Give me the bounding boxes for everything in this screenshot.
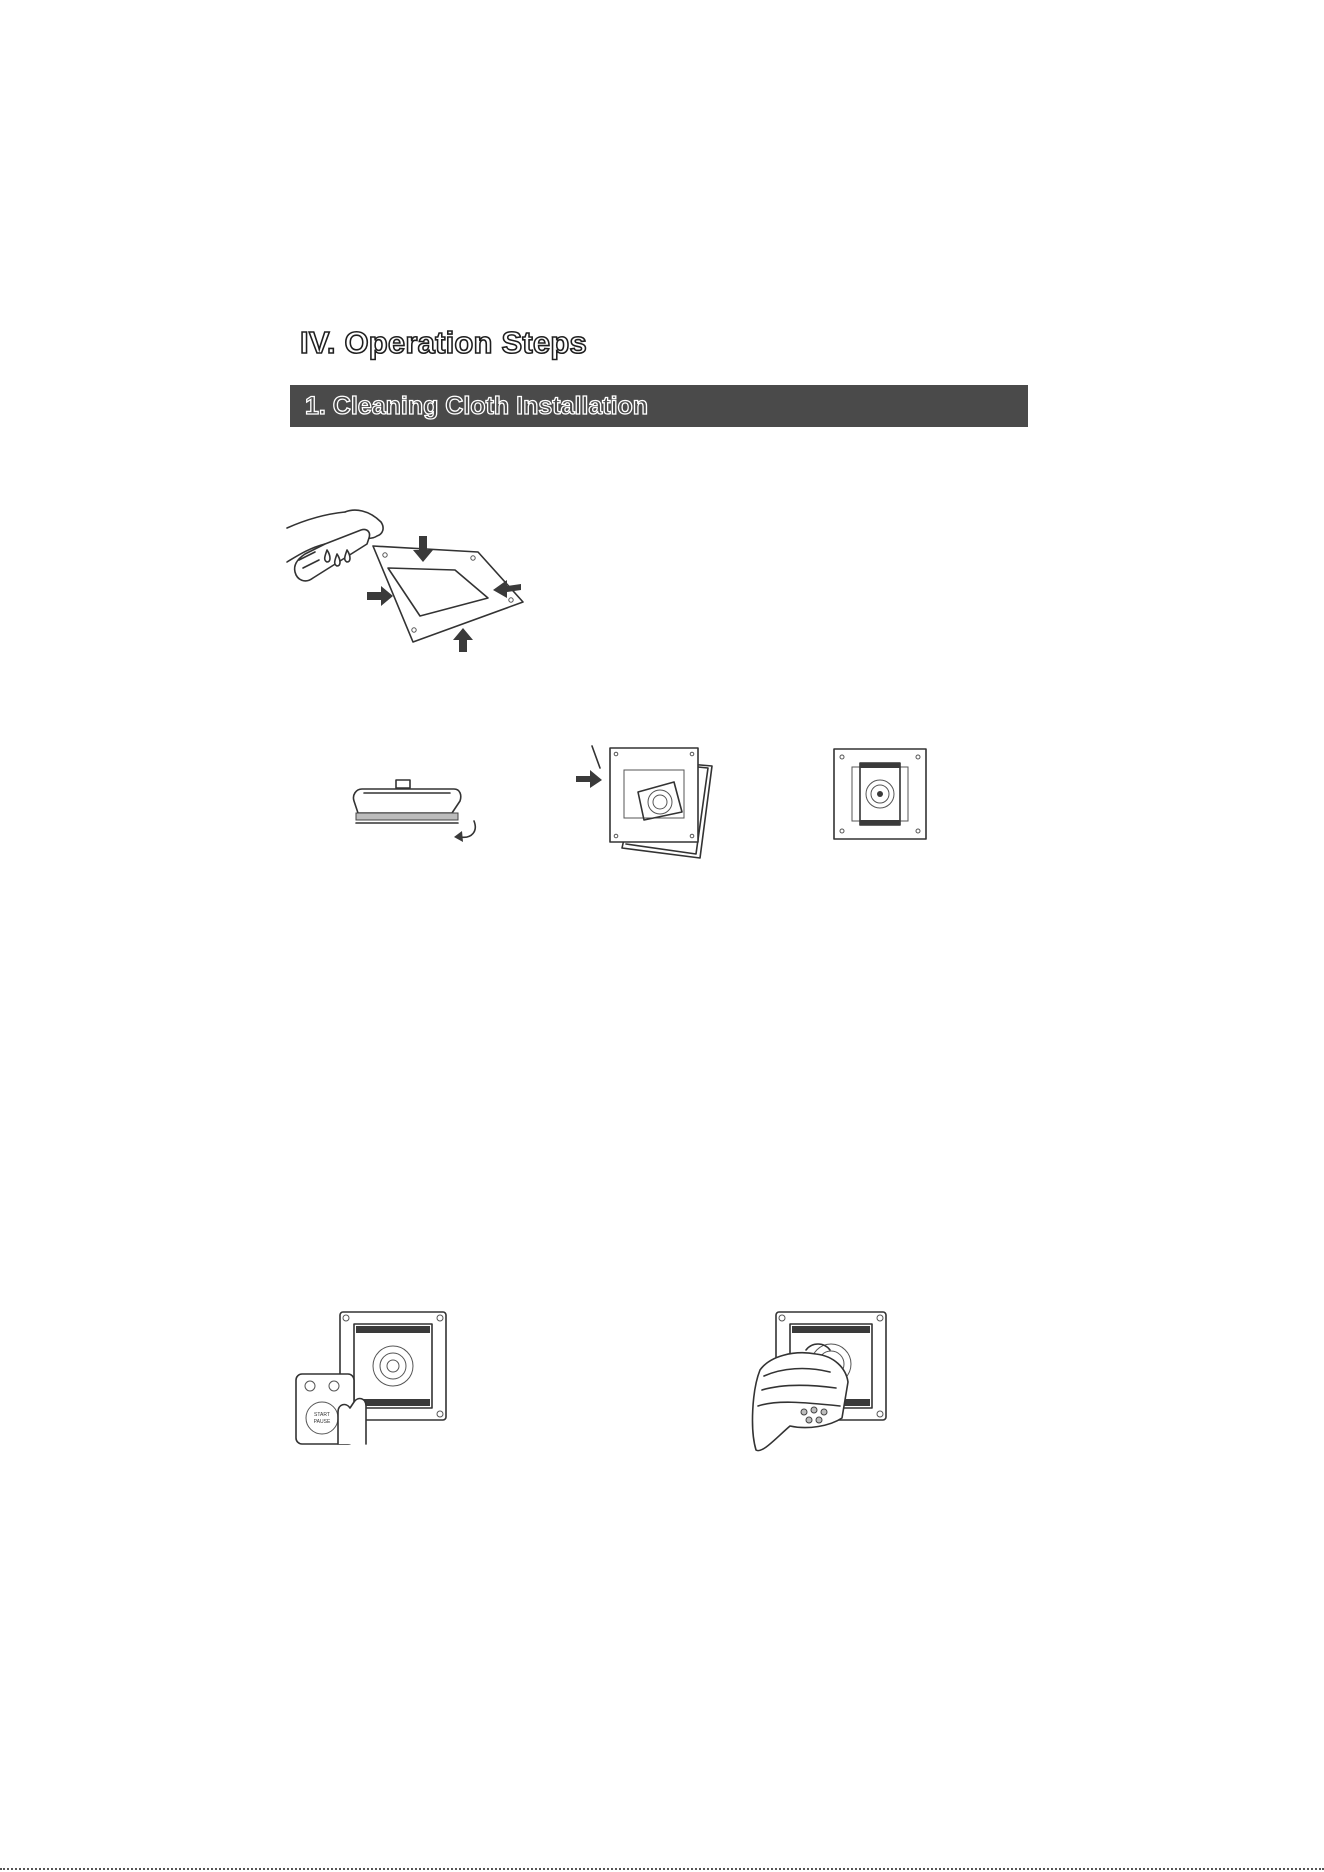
robot-side-illustration bbox=[350, 775, 500, 845]
step-header-bar bbox=[290, 385, 1028, 427]
robot-body bbox=[354, 1324, 432, 1408]
hand-outline bbox=[338, 1399, 366, 1444]
remote-button-label: START bbox=[314, 1412, 330, 1418]
spray-cloth-illustration bbox=[285, 500, 545, 660]
towel-icon bbox=[753, 1353, 848, 1451]
cloth-square bbox=[610, 748, 698, 842]
towel-dot bbox=[801, 1409, 807, 1415]
towel-dot bbox=[806, 1417, 812, 1423]
velcro-dot bbox=[412, 628, 416, 632]
towel-wipe-illustration bbox=[746, 1310, 888, 1456]
robot-top-strip bbox=[860, 763, 900, 768]
towel-dot bbox=[811, 1407, 817, 1413]
arrow-right-icon bbox=[367, 586, 393, 606]
towel-dot bbox=[816, 1417, 822, 1423]
installed-cloth-illustration bbox=[832, 747, 928, 841]
robot-handle bbox=[396, 780, 410, 788]
attach-cloth-illustration bbox=[570, 742, 710, 860]
cloth-pad bbox=[356, 813, 458, 820]
press-line bbox=[592, 746, 600, 768]
page-bottom-rule bbox=[0, 1868, 1324, 1870]
towel-dot bbox=[821, 1409, 827, 1415]
remote-control-illustration bbox=[294, 1310, 448, 1444]
step-title: 1. Cleaning Cloth Installation bbox=[305, 392, 649, 420]
velcro-dot bbox=[471, 556, 475, 560]
velcro-dot bbox=[509, 598, 513, 602]
arrow-right-icon bbox=[576, 770, 602, 788]
arrowhead-icon bbox=[454, 831, 463, 842]
robot-bottom-strip bbox=[860, 820, 900, 825]
remote-button-label: PAUSE bbox=[313, 1419, 331, 1425]
velcro-dot bbox=[383, 553, 387, 557]
arrow-up-icon bbox=[453, 628, 473, 652]
robot-top-strip bbox=[356, 1326, 430, 1333]
spray-bottle-icon bbox=[295, 529, 370, 580]
section-title: IV. Operation Steps bbox=[300, 325, 587, 360]
suction-center bbox=[877, 791, 883, 797]
cloth-inner-opening bbox=[388, 568, 488, 616]
robot-bottom-strip bbox=[356, 1399, 430, 1406]
robot-top-strip bbox=[792, 1326, 870, 1333]
